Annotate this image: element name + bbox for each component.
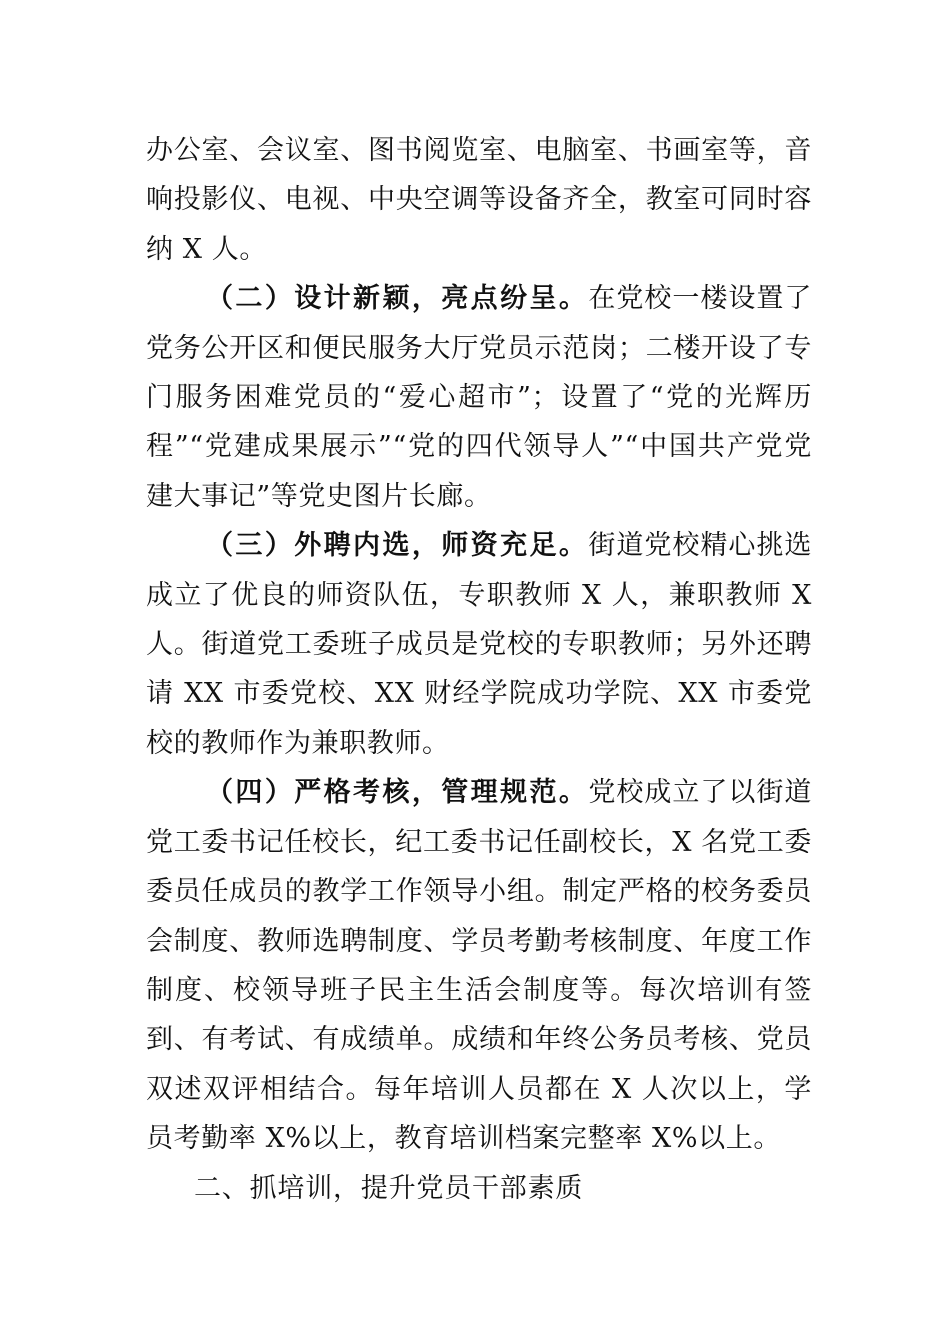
paragraph-management — [146, 768, 812, 1163]
paragraph-facilities — [146, 126, 812, 274]
document-page — [146, 126, 812, 1213]
paragraph-text: 党校成立了以街道党工委书记任校长，纪工委书记任副校长，X 名党工委委员任成员的教学工作领导小组。制定严格的校务委员会制度、教师选聘制度、学员考勤考核制度、年度工作制度、校领导班子民主生活会制度等。每次培训有签到、有考试、有成绩单。成绩和年终公务员考核、党员双述双评相结合。每年培训人员都在 X 人次以上，学员考勤率 X%以上，教育培训档案完整率 X%以上。 — [146, 777, 812, 1155]
section-heading: 二、抓培训，提升党员干部素质 — [194, 1172, 584, 1204]
paragraph-lead: （四）严格考核，管理规范。 — [206, 777, 589, 809]
paragraph-lead: （三）外聘内选，师资充足。 — [206, 530, 589, 562]
paragraph-design — [146, 274, 812, 521]
paragraph-lead: （二）设计新颖，亮点纷呈。 — [206, 283, 589, 315]
paragraph-text: 办公室、会议室、图书阅览室、电脑室、书画室等，音响投影仪、电视、中央空调等设备齐全，教室可同时容纳 X 人。 — [146, 135, 812, 265]
paragraph-text: 街道党校精心挑选成立了优良的师资队伍，专职教师 X 人，兼职教师 X 人。街道党工委班子成员是党校的专职教师；另外还聘请 XX 市委党校、XX 财经学院成功学院、XX 市委党校的教师作为兼职教师。 — [146, 530, 812, 759]
paragraph-text: 在党校一楼设置了党务公开区和便民服务大厅党员示范岗；二楼开设了专门服务困难党员的“爱心超市”；设置了“党的光辉历程”“党建成果展示”“党的四代领导人”“中国共产党党建大事记”等党史图片长廊。 — [146, 283, 812, 512]
paragraph-teachers — [146, 521, 812, 768]
